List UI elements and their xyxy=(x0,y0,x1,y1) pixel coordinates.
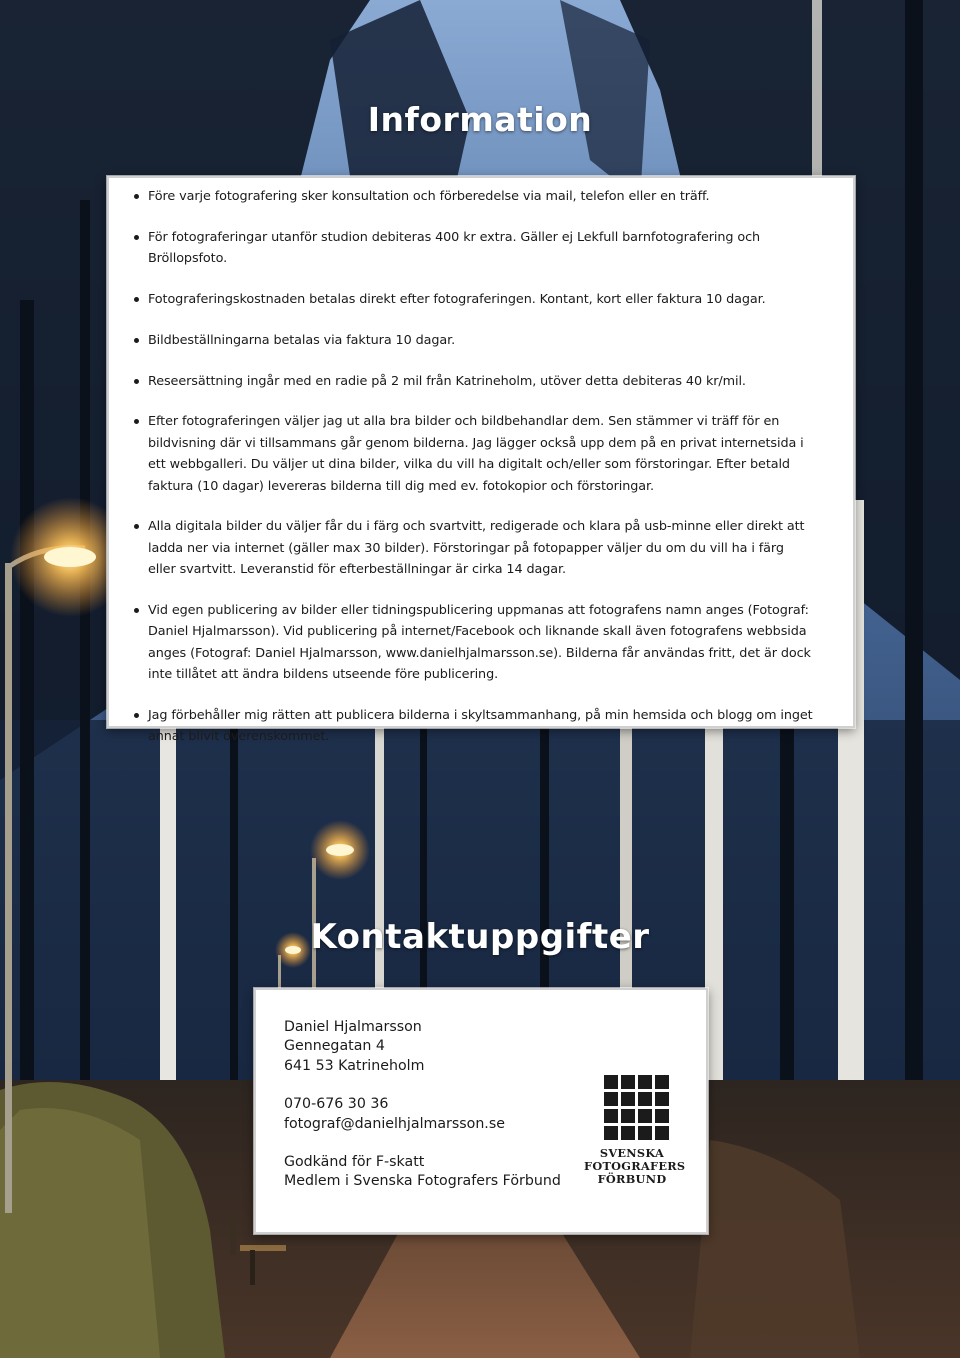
info-item-digital-images: Alla digitala bilder du väljer får du i färg och svartvitt, redigerade och klara på usb-minne eller direkt att ladda ner via internet (gäller max 30 bilder). Förstoringar på fotopapper väljer du om du vill ha i färg eller svartvitt. Leveranstid för efterbeställningar är cirka 14 dagar. xyxy=(127,516,813,580)
logo-grid-icon xyxy=(604,1075,674,1140)
contact-name: Daniel Hjalmarsson xyxy=(284,1019,422,1035)
info-item-travel: Reseersättning ingår med en radie på 2 mil från Katrineholm, utöver detta debiteras 40 kr/mil. xyxy=(127,371,813,392)
info-item-image-orders: Bildbeställningarna betalas via faktura 10 dagar. xyxy=(127,330,813,351)
contact-panel xyxy=(254,988,708,1234)
information-heading: Information xyxy=(367,100,593,139)
information-list xyxy=(127,186,813,748)
logo-wordmark xyxy=(584,1146,686,1186)
contact-city: 641 53 Katrineholm xyxy=(284,1057,425,1074)
contact-street: Gennegatan 4 xyxy=(284,1038,385,1055)
contact-phone[interactable]: 070-676 30 36 xyxy=(284,1096,389,1113)
logo-line-3: FÖRBUND xyxy=(597,1172,667,1186)
information-panel xyxy=(107,176,855,745)
contact-tax-status: Godkänd för F-skatt xyxy=(284,1153,425,1170)
svenska-fotografers-forbund-logo xyxy=(584,1075,686,1186)
info-item-consultation: Före varje fotografering sker konsultation och förberedelse via mail, telefon eller en träff. xyxy=(127,186,813,207)
info-item-usage-rights: Jag förbehåller mig rätten att publicera bilderna i skyltsammanhang, på min hemsida och blogg om inget annat blivit överenskommet. xyxy=(127,705,813,748)
contact-membership: Medlem i Svenska Fotografers Förbund xyxy=(284,1173,561,1190)
info-item-selection: Efter fotograferingen väljer jag ut alla bra bilder och bildbehandlar dem. Sen stämmer vi träff för en bildvisning där vi tillsammans går genom bilderna. Jag lägger också upp dem på en privat internetsida i ett webbgalleri. Du väljer ut dina bilder, vilka du vill ha digitalt och/eller som förstoringar. Efter betald faktura (10 dagar) levereras bilderna till dig med ev. fotokopior och förstoringar. xyxy=(127,411,813,497)
logo-line-2: FOTOGRAFERS xyxy=(584,1159,686,1173)
info-item-publication: Vid egen publicering av bilder eller tidningspublicering uppmanas att fotografens namn anges (Fotograf: Daniel Hjalmarsson). Vid publicering på internet/Facebook och liknande skall även fotografens webbsida anges (Fotograf: Daniel Hjalmarsson, www.danielhjalmarsson.se). Bilderna får användas fritt, det är dock inte tillåtet att ändra bildens utseende före publicering. xyxy=(127,600,813,686)
info-item-outside-studio: För fotograferingar utanför studion debiteras 400 kr extra. Gäller ej Lekfull barnfotografering och Bröllopsfoto. xyxy=(127,227,813,270)
logo-line-1: SVENSKA xyxy=(599,1146,665,1160)
contact-email[interactable]: fotograf@danielhjalmarsson.se xyxy=(284,1115,505,1132)
contact-heading: Kontaktuppgifter xyxy=(310,917,650,957)
info-item-payment: Fotograferingskostnaden betalas direkt efter fotograferingen. Kontant, kort eller faktura 10 dagar. xyxy=(127,289,813,310)
